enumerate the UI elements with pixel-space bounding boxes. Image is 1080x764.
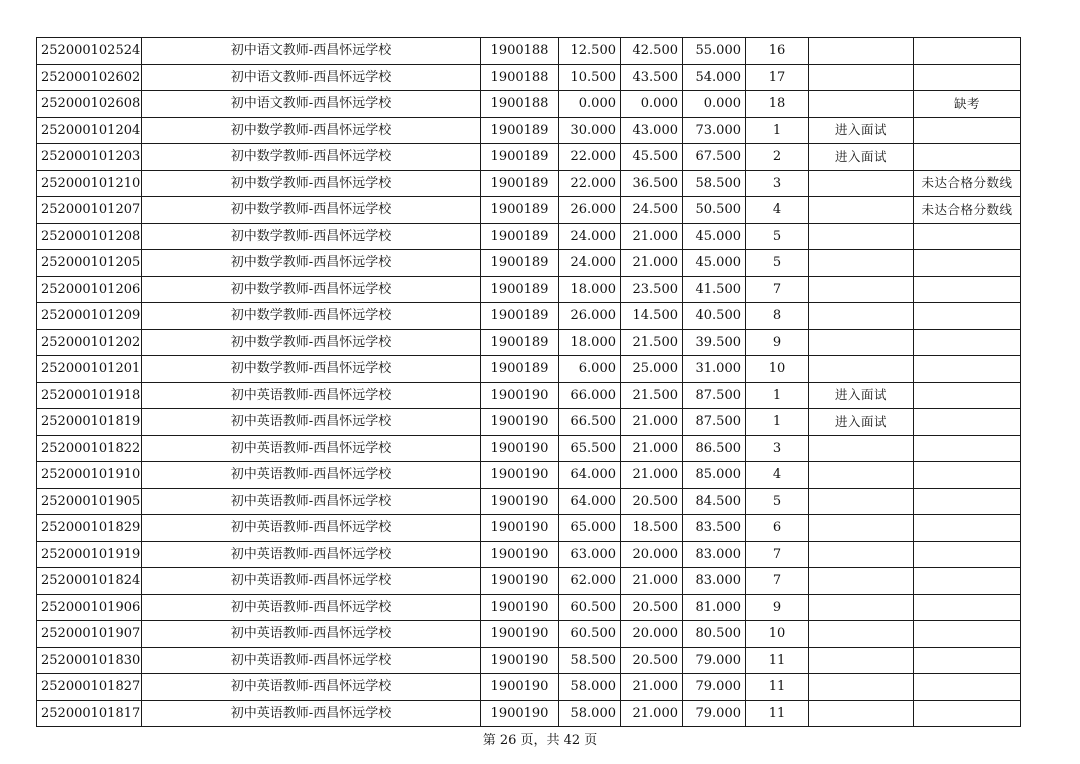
table-row — [37, 303, 1021, 330]
cell-rank: 4 — [746, 197, 809, 224]
cell-position-code: 1900189 — [481, 303, 559, 330]
cell-total-score: 87.500 — [683, 409, 746, 436]
cell-exam-id: 252000101210 — [37, 170, 142, 197]
cell-total-score: 79.000 — [683, 674, 746, 701]
cell-result — [809, 303, 914, 330]
cell-result — [809, 170, 914, 197]
cell-result: 进入面试 — [809, 382, 914, 409]
cell-position-code: 1900189 — [481, 144, 559, 171]
cell-written-score: 18.000 — [559, 329, 621, 356]
cell-rank: 5 — [746, 250, 809, 277]
cell-rank: 1 — [746, 117, 809, 144]
cell-position: 初中英语教师-西昌怀远学校 — [142, 621, 481, 648]
cell-result — [809, 64, 914, 91]
cell-note — [914, 117, 1021, 144]
cell-exam-id: 252000101817 — [37, 700, 142, 727]
cell-position: 初中英语教师-西昌怀远学校 — [142, 462, 481, 489]
cell-note — [914, 435, 1021, 462]
cell-bonus-score: 21.000 — [621, 674, 683, 701]
table-row — [37, 197, 1021, 224]
cell-bonus-score: 43.500 — [621, 64, 683, 91]
cell-result — [809, 91, 914, 118]
cell-exam-id: 252000101203 — [37, 144, 142, 171]
cell-bonus-score: 43.000 — [621, 117, 683, 144]
cell-bonus-score: 20.500 — [621, 594, 683, 621]
cell-position-code: 1900190 — [481, 621, 559, 648]
cell-total-score: 83.000 — [683, 568, 746, 595]
table-row — [37, 223, 1021, 250]
cell-total-score: 45.000 — [683, 223, 746, 250]
cell-note — [914, 223, 1021, 250]
cell-position-code: 1900189 — [481, 117, 559, 144]
cell-exam-id: 252000101907 — [37, 621, 142, 648]
cell-position: 初中数学教师-西昌怀远学校 — [142, 276, 481, 303]
cell-position: 初中英语教师-西昌怀远学校 — [142, 409, 481, 436]
cell-written-score: 58.500 — [559, 647, 621, 674]
cell-exam-id: 252000102524 — [37, 38, 142, 65]
cell-written-score: 30.000 — [559, 117, 621, 144]
cell-position: 初中英语教师-西昌怀远学校 — [142, 674, 481, 701]
cell-position-code: 1900188 — [481, 38, 559, 65]
cell-position: 初中数学教师-西昌怀远学校 — [142, 223, 481, 250]
table-row — [37, 91, 1021, 118]
cell-note — [914, 329, 1021, 356]
cell-written-score: 64.000 — [559, 488, 621, 515]
cell-position-code: 1900189 — [481, 223, 559, 250]
cell-written-score: 6.000 — [559, 356, 621, 383]
cell-bonus-score: 21.500 — [621, 382, 683, 409]
cell-note — [914, 488, 1021, 515]
cell-written-score: 65.000 — [559, 515, 621, 542]
cell-result — [809, 700, 914, 727]
cell-exam-id: 252000101204 — [37, 117, 142, 144]
cell-rank: 3 — [746, 170, 809, 197]
cell-result — [809, 329, 914, 356]
cell-total-score: 83.500 — [683, 515, 746, 542]
cell-position: 初中英语教师-西昌怀远学校 — [142, 488, 481, 515]
cell-bonus-score: 45.500 — [621, 144, 683, 171]
cell-note: 未达合格分数线 — [914, 197, 1021, 224]
cell-result — [809, 38, 914, 65]
cell-result — [809, 674, 914, 701]
cell-rank: 4 — [746, 462, 809, 489]
cell-exam-id: 252000101205 — [37, 250, 142, 277]
cell-written-score: 10.500 — [559, 64, 621, 91]
cell-result — [809, 621, 914, 648]
cell-position: 初中数学教师-西昌怀远学校 — [142, 250, 481, 277]
cell-exam-id: 252000101819 — [37, 409, 142, 436]
cell-bonus-score: 21.000 — [621, 250, 683, 277]
cell-result — [809, 197, 914, 224]
cell-rank: 11 — [746, 674, 809, 701]
cell-total-score: 80.500 — [683, 621, 746, 648]
cell-total-score: 84.500 — [683, 488, 746, 515]
cell-bonus-score: 21.000 — [621, 700, 683, 727]
cell-rank: 3 — [746, 435, 809, 462]
cell-result — [809, 223, 914, 250]
cell-position: 初中英语教师-西昌怀远学校 — [142, 700, 481, 727]
table-row — [37, 541, 1021, 568]
cell-exam-id: 252000101201 — [37, 356, 142, 383]
cell-rank: 16 — [746, 38, 809, 65]
cell-rank: 10 — [746, 621, 809, 648]
cell-note — [914, 409, 1021, 436]
cell-result — [809, 568, 914, 595]
cell-position: 初中英语教师-西昌怀远学校 — [142, 382, 481, 409]
table-row — [37, 674, 1021, 701]
cell-rank: 7 — [746, 541, 809, 568]
cell-position-code: 1900190 — [481, 515, 559, 542]
cell-note — [914, 356, 1021, 383]
table-row — [37, 700, 1021, 727]
table-row — [37, 488, 1021, 515]
table-row — [37, 250, 1021, 277]
cell-bonus-score: 20.500 — [621, 488, 683, 515]
cell-bonus-score: 20.000 — [621, 621, 683, 648]
cell-note — [914, 594, 1021, 621]
cell-written-score: 12.500 — [559, 38, 621, 65]
cell-rank: 8 — [746, 303, 809, 330]
cell-position: 初中语文教师-西昌怀远学校 — [142, 38, 481, 65]
cell-result — [809, 515, 914, 542]
cell-position-code: 1900190 — [481, 568, 559, 595]
cell-note — [914, 303, 1021, 330]
cell-bonus-score: 14.500 — [621, 303, 683, 330]
cell-position: 初中数学教师-西昌怀远学校 — [142, 356, 481, 383]
cell-position-code: 1900189 — [481, 170, 559, 197]
cell-position: 初中英语教师-西昌怀远学校 — [142, 515, 481, 542]
cell-note — [914, 276, 1021, 303]
cell-note — [914, 382, 1021, 409]
cell-position: 初中数学教师-西昌怀远学校 — [142, 329, 481, 356]
cell-written-score: 22.000 — [559, 144, 621, 171]
cell-bonus-score: 0.000 — [621, 91, 683, 118]
cell-rank: 2 — [746, 144, 809, 171]
cell-bonus-score: 21.000 — [621, 409, 683, 436]
table-row — [37, 117, 1021, 144]
cell-total-score: 79.000 — [683, 700, 746, 727]
cell-position-code: 1900190 — [481, 674, 559, 701]
table-row — [37, 329, 1021, 356]
cell-bonus-score: 21.000 — [621, 462, 683, 489]
cell-note — [914, 38, 1021, 65]
cell-exam-id: 252000101209 — [37, 303, 142, 330]
cell-rank: 7 — [746, 568, 809, 595]
cell-note — [914, 144, 1021, 171]
cell-written-score: 0.000 — [559, 91, 621, 118]
cell-exam-id: 252000101829 — [37, 515, 142, 542]
cell-note — [914, 462, 1021, 489]
cell-result — [809, 488, 914, 515]
cell-position: 初中数学教师-西昌怀远学校 — [142, 170, 481, 197]
cell-note — [914, 64, 1021, 91]
table-body — [37, 38, 1021, 727]
table-row — [37, 594, 1021, 621]
cell-position: 初中数学教师-西昌怀远学校 — [142, 144, 481, 171]
cell-written-score: 64.000 — [559, 462, 621, 489]
cell-note: 缺考 — [914, 91, 1021, 118]
cell-total-score: 50.500 — [683, 197, 746, 224]
cell-position-code: 1900190 — [481, 382, 559, 409]
cell-position: 初中语文教师-西昌怀远学校 — [142, 64, 481, 91]
page-footer: 第 26 页，共 42 页 — [482, 733, 598, 748]
cell-rank: 5 — [746, 223, 809, 250]
cell-note — [914, 700, 1021, 727]
cell-rank: 1 — [746, 409, 809, 436]
cell-position-code: 1900190 — [481, 700, 559, 727]
cell-total-score: 83.000 — [683, 541, 746, 568]
cell-rank: 10 — [746, 356, 809, 383]
cell-position: 初中数学教师-西昌怀远学校 — [142, 303, 481, 330]
cell-rank: 6 — [746, 515, 809, 542]
cell-note — [914, 541, 1021, 568]
cell-written-score: 60.500 — [559, 621, 621, 648]
cell-rank: 11 — [746, 700, 809, 727]
cell-result — [809, 356, 914, 383]
cell-note — [914, 515, 1021, 542]
table-row — [37, 382, 1021, 409]
cell-position-code: 1900190 — [481, 488, 559, 515]
cell-note — [914, 568, 1021, 595]
cell-position: 初中数学教师-西昌怀远学校 — [142, 117, 481, 144]
cell-position: 初中语文教师-西昌怀远学校 — [142, 91, 481, 118]
cell-position-code: 1900190 — [481, 594, 559, 621]
cell-rank: 5 — [746, 488, 809, 515]
cell-total-score: 85.000 — [683, 462, 746, 489]
cell-position: 初中英语教师-西昌怀远学校 — [142, 647, 481, 674]
cell-rank: 1 — [746, 382, 809, 409]
cell-total-score: 58.500 — [683, 170, 746, 197]
cell-exam-id: 252000101206 — [37, 276, 142, 303]
cell-exam-id: 252000101830 — [37, 647, 142, 674]
cell-result — [809, 541, 914, 568]
cell-note — [914, 621, 1021, 648]
cell-result: 进入面试 — [809, 144, 914, 171]
table-row — [37, 435, 1021, 462]
cell-result — [809, 647, 914, 674]
cell-position-code: 1900188 — [481, 64, 559, 91]
cell-note — [914, 250, 1021, 277]
table-row — [37, 38, 1021, 65]
table-row — [37, 409, 1021, 436]
cell-total-score: 0.000 — [683, 91, 746, 118]
cell-written-score: 18.000 — [559, 276, 621, 303]
cell-total-score: 73.000 — [683, 117, 746, 144]
cell-result — [809, 462, 914, 489]
cell-rank: 7 — [746, 276, 809, 303]
cell-result — [809, 276, 914, 303]
cell-written-score: 60.500 — [559, 594, 621, 621]
cell-position-code: 1900188 — [481, 91, 559, 118]
cell-result — [809, 435, 914, 462]
cell-total-score: 81.000 — [683, 594, 746, 621]
cell-note: 未达合格分数线 — [914, 170, 1021, 197]
cell-position-code: 1900189 — [481, 250, 559, 277]
cell-written-score: 66.000 — [559, 382, 621, 409]
cell-result — [809, 594, 914, 621]
cell-exam-id: 252000101827 — [37, 674, 142, 701]
cell-written-score: 26.000 — [559, 303, 621, 330]
cell-exam-id: 252000101910 — [37, 462, 142, 489]
cell-written-score: 65.500 — [559, 435, 621, 462]
cell-exam-id: 252000101202 — [37, 329, 142, 356]
cell-written-score: 24.000 — [559, 223, 621, 250]
cell-position-code: 1900190 — [481, 541, 559, 568]
cell-total-score: 54.000 — [683, 64, 746, 91]
cell-result: 进入面试 — [809, 409, 914, 436]
cell-exam-id: 252000101906 — [37, 594, 142, 621]
cell-position: 初中英语教师-西昌怀远学校 — [142, 435, 481, 462]
cell-written-score: 66.500 — [559, 409, 621, 436]
cell-bonus-score: 25.000 — [621, 356, 683, 383]
cell-rank: 9 — [746, 594, 809, 621]
cell-position: 初中英语教师-西昌怀远学校 — [142, 568, 481, 595]
cell-exam-id: 252000101208 — [37, 223, 142, 250]
cell-position-code: 1900190 — [481, 409, 559, 436]
cell-bonus-score: 21.500 — [621, 329, 683, 356]
cell-total-score: 55.000 — [683, 38, 746, 65]
cell-note — [914, 647, 1021, 674]
table-row — [37, 462, 1021, 489]
cell-bonus-score: 21.000 — [621, 223, 683, 250]
cell-position-code: 1900189 — [481, 329, 559, 356]
cell-written-score: 24.000 — [559, 250, 621, 277]
cell-exam-id: 252000101207 — [37, 197, 142, 224]
cell-bonus-score: 21.000 — [621, 568, 683, 595]
cell-bonus-score: 23.500 — [621, 276, 683, 303]
cell-position-code: 1900189 — [481, 197, 559, 224]
cell-exam-id: 252000101822 — [37, 435, 142, 462]
cell-bonus-score: 24.500 — [621, 197, 683, 224]
cell-written-score: 58.000 — [559, 674, 621, 701]
cell-result: 进入面试 — [809, 117, 914, 144]
cell-exam-id: 252000101824 — [37, 568, 142, 595]
table-row — [37, 568, 1021, 595]
table-row — [37, 621, 1021, 648]
cell-exam-id: 252000102602 — [37, 64, 142, 91]
cell-total-score: 40.500 — [683, 303, 746, 330]
cell-total-score: 31.000 — [683, 356, 746, 383]
cell-rank: 11 — [746, 647, 809, 674]
cell-bonus-score: 21.000 — [621, 435, 683, 462]
cell-total-score: 45.000 — [683, 250, 746, 277]
cell-position: 初中英语教师-西昌怀远学校 — [142, 594, 481, 621]
cell-position: 初中数学教师-西昌怀远学校 — [142, 197, 481, 224]
cell-position: 初中英语教师-西昌怀远学校 — [142, 541, 481, 568]
cell-total-score: 41.500 — [683, 276, 746, 303]
cell-position-code: 1900189 — [481, 356, 559, 383]
cell-exam-id: 252000102608 — [37, 91, 142, 118]
cell-exam-id: 252000101905 — [37, 488, 142, 515]
cell-written-score: 22.000 — [559, 170, 621, 197]
cell-total-score: 39.500 — [683, 329, 746, 356]
cell-written-score: 63.000 — [559, 541, 621, 568]
cell-rank: 9 — [746, 329, 809, 356]
cell-bonus-score: 20.000 — [621, 541, 683, 568]
cell-rank: 18 — [746, 91, 809, 118]
table-row — [37, 144, 1021, 171]
cell-written-score: 58.000 — [559, 700, 621, 727]
cell-position-code: 1900189 — [481, 276, 559, 303]
cell-rank: 17 — [746, 64, 809, 91]
cell-result — [809, 250, 914, 277]
table-row — [37, 64, 1021, 91]
cell-total-score: 79.000 — [683, 647, 746, 674]
table-row — [37, 647, 1021, 674]
cell-note — [914, 674, 1021, 701]
cell-position-code: 1900190 — [481, 435, 559, 462]
cell-position-code: 1900190 — [481, 647, 559, 674]
cell-exam-id: 252000101918 — [37, 382, 142, 409]
table-row — [37, 515, 1021, 542]
cell-written-score: 62.000 — [559, 568, 621, 595]
cell-position-code: 1900190 — [481, 462, 559, 489]
cell-bonus-score: 20.500 — [621, 647, 683, 674]
table-row — [37, 170, 1021, 197]
cell-bonus-score: 42.500 — [621, 38, 683, 65]
cell-total-score: 87.500 — [683, 382, 746, 409]
cell-bonus-score: 18.500 — [621, 515, 683, 542]
cell-bonus-score: 36.500 — [621, 170, 683, 197]
cell-total-score: 67.500 — [683, 144, 746, 171]
table-row — [37, 276, 1021, 303]
cell-exam-id: 252000101919 — [37, 541, 142, 568]
cell-written-score: 26.000 — [559, 197, 621, 224]
cell-total-score: 86.500 — [683, 435, 746, 462]
score-table — [36, 37, 1021, 727]
table-row — [37, 356, 1021, 383]
